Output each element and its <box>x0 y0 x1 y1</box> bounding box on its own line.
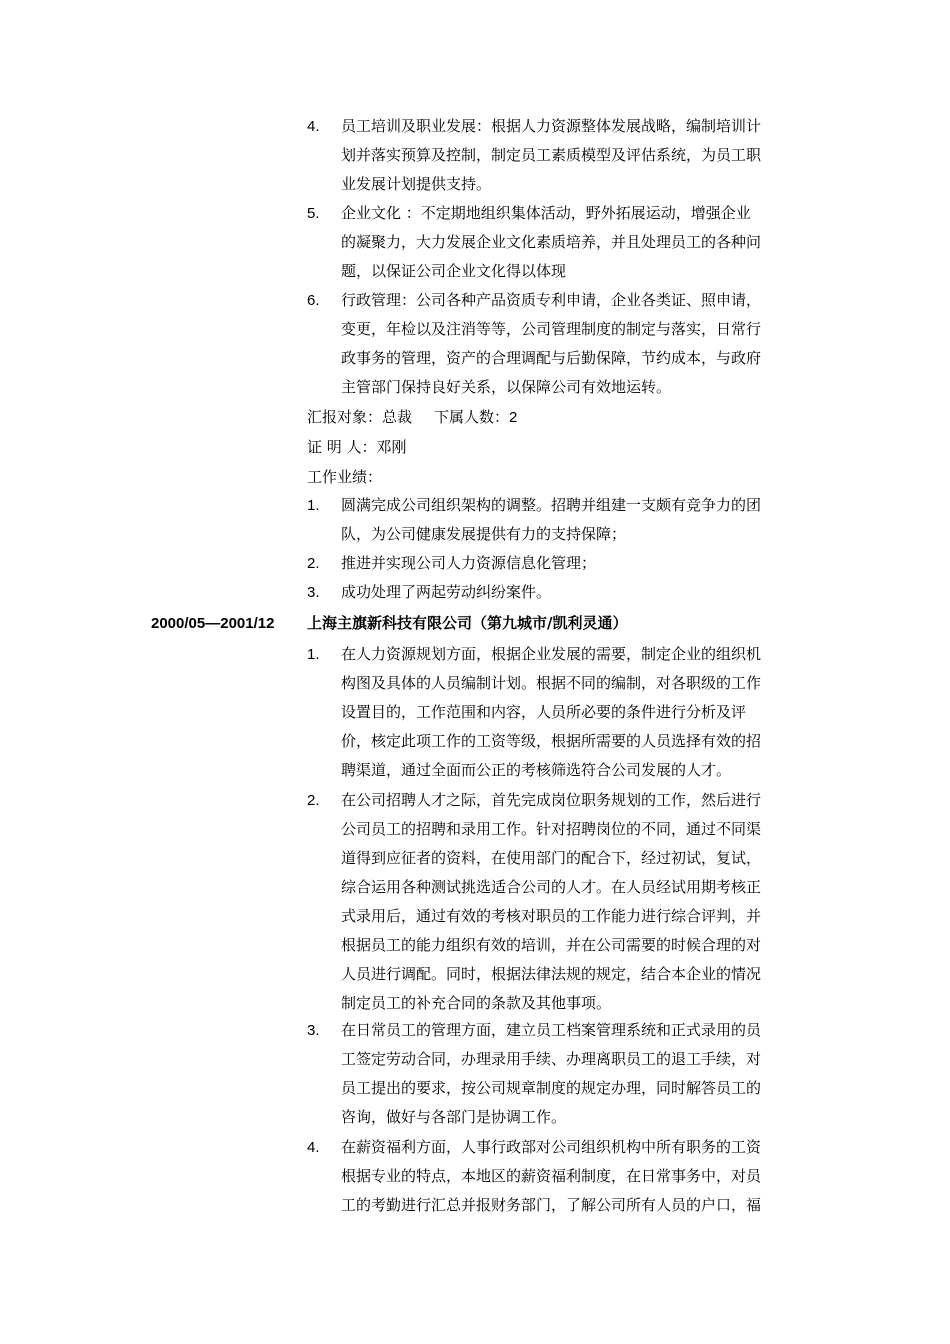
text-line: 在薪资福利方面，人事行政部对公司组织机构中所有职务的工资 <box>341 1138 762 1156</box>
text-line: 在人力资源规划方面，根据企业发展的需要，制定企业的组织机 <box>341 645 762 663</box>
text-line: 价，核定此项工作的工资等级，根据所需要的人员选择有效的招 <box>341 732 762 750</box>
text-line: 工签定劳动合同，办理录用手续、办理离职员工的退工手续，对 <box>341 1050 762 1068</box>
text-line: 咨询，做好与各部门是协调工作。 <box>341 1108 567 1126</box>
achievement-paragraph <box>341 491 761 549</box>
company-name: 上海主旗新科技有限公司（第九城市/凯利灵通） <box>307 614 628 632</box>
culture-paragraph <box>341 199 761 286</box>
text-line: 在公司招聘人才之际，首先完成岗位职务规划的工作，然后进行 <box>341 791 762 809</box>
report-line <box>307 403 517 432</box>
item-number: 2. <box>307 555 320 572</box>
text-line: 推进并实现公司人力资源信息化管理； <box>341 554 597 572</box>
text-line: 成功处理了两起劳动纠纷案件。 <box>341 583 552 601</box>
text-line: 工的考勤进行汇总并报财务部门，了解公司所有人员的户口，福 <box>341 1196 762 1214</box>
achievements-label: 工作业绩： <box>307 468 383 486</box>
text-line: 圆满完成公司组织架构的调整。招聘并组建一支颇有竞争力的团 <box>341 496 762 514</box>
staff-management-paragraph <box>341 1016 761 1132</box>
item-number: 2. <box>307 792 320 809</box>
text-line: 在日常员工的管理方面，建立员工档案管理系统和正式录用的员 <box>341 1021 762 1039</box>
recruitment-paragraph <box>341 786 761 1018</box>
text-line: 聘渠道，通过全面而公正的考核筛选符合公司发展的人才。 <box>341 761 732 779</box>
text-line: 员工培训及职业发展：根据人力资源整体发展战略，编制培训计 <box>341 117 762 135</box>
text-line: 根据专业的特点，本地区的薪资福利制度，在日常事务中，对员 <box>341 1167 762 1185</box>
report-to: 汇报对象：总裁 <box>307 408 413 426</box>
text-line: 主管部门保持良好关系，以保障公司有效地运转。 <box>341 378 672 396</box>
training-paragraph <box>341 112 761 199</box>
text-line: 业发展计划提供支持。 <box>341 175 492 193</box>
text-line: 企业文化 ：不定期地组织集体活动，野外拓展运动，增强企业 <box>341 204 751 222</box>
text-line: 根据员工的能力组织有效的培训，并在公司需要的时候合理的对 <box>341 936 762 954</box>
text-line: 行政管理：公司各种产品资质专利申请，企业各类证、照申请， <box>341 291 762 309</box>
item-number: 3. <box>307 584 320 601</box>
achievement-paragraph <box>341 549 596 578</box>
admin-paragraph <box>341 286 761 402</box>
item-number: 1. <box>307 646 320 663</box>
text-line: 员工提出的要求，按公司规章制度的规定办理，同时解答员工的 <box>341 1079 762 1097</box>
text-line: 的凝聚力，大力发展企业文化素质培养，并且处理员工的各种问 <box>341 233 762 251</box>
text-line: 队，为公司健康发展提供有力的支持保障； <box>341 525 627 543</box>
text-line: 人员进行调配。同时，根据法律法规的规定，结合本企业的情况 <box>341 965 762 983</box>
item-number: 3. <box>307 1022 320 1039</box>
reference: 证 明 人：邓刚 <box>307 438 407 456</box>
job-period: 2000/05—2001/12 <box>151 615 275 632</box>
text-line: 变更，年检以及注消等等，公司管理制度的制定与落实，日常行 <box>341 320 762 338</box>
text-line: 构图及具体的人员编制计划。根据不同的编制，对各职级的工作 <box>341 674 762 692</box>
achievement-paragraph <box>341 578 551 607</box>
text-line: 式录用后，通过有效的考核对职员的工作能力进行综合评判，并 <box>341 907 762 925</box>
hr-planning-paragraph <box>341 640 761 785</box>
text-line: 道得到应征者的资料，在使用部门的配合下，经过初试，复试， <box>341 849 762 867</box>
text-line: 制定员工的补充合同的条款及其他事项。 <box>341 994 612 1012</box>
compensation-paragraph <box>341 1133 761 1220</box>
text-line: 综合运用各种测试挑选适合公司的人才。在人员经试用期考核正 <box>341 878 762 896</box>
item-number: 6. <box>307 292 320 309</box>
item-number: 5. <box>307 205 320 222</box>
subordinates-value: 2 <box>509 409 518 426</box>
text-line: 政事务的管理，资产的合理调配与后勤保障，节约成本，与政府 <box>341 349 762 367</box>
text-line: 题，以保证公司企业文化得以体现 <box>341 262 567 280</box>
item-number: 4. <box>307 118 320 135</box>
subordinates-label: 下属人数： <box>434 408 510 426</box>
text-line: 设置目的，工作范围和内容，人员所必要的条件进行分析及评 <box>341 703 747 721</box>
item-number: 4. <box>307 1139 320 1156</box>
item-number: 1. <box>307 497 320 514</box>
text-line: 公司员工的招聘和录用工作。针对招聘岗位的不同，通过不同渠 <box>341 820 762 838</box>
text-line: 划并落实预算及控制，制定员工素质模型及评估系统，为员工职 <box>341 146 762 164</box>
